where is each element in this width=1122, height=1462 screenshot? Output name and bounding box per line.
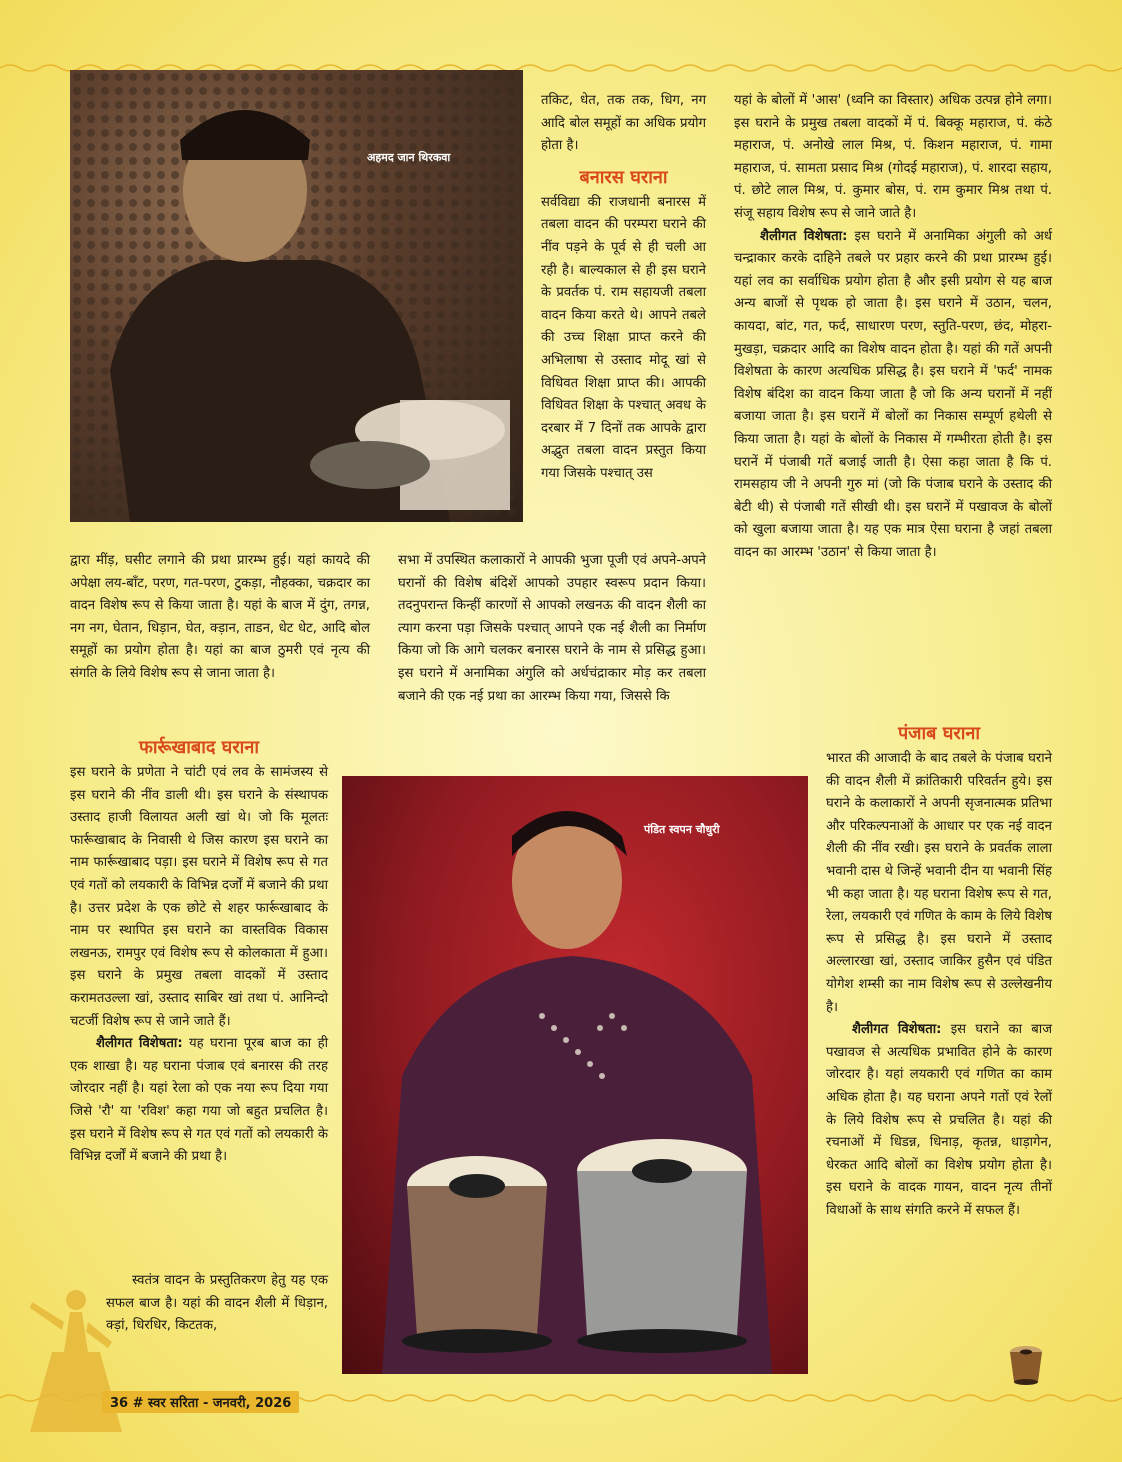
column-middle-bottom <box>398 550 706 708</box>
banaras-style-paragraph <box>734 226 1052 565</box>
photo-swapan-chaudhuri <box>342 776 808 1374</box>
banaras-paragraph: सर्वविद्या की राजधानी बनारस में तबला वादन की परम्परा घराने की नींव पड़ने के पूर्व से ही चली आ रही है। बाल्यकाल से ही इस घराने के प्रवर्तक पं. राम सहायजी तबला वादन किया करते थे। आपने तबले की उच्च शिक्षा प्राप्त करने की अभिलाषा से उस्ताद मोदू खां से विधिवत शिक्षा प्राप्त की। आपकी विधिवत शिक्षा के पश्चात् अवध के दरबार में 7 दिनों तक आपके द्वारा अद्भुत तबला वादन प्रस्तुत किया गया जिसके पश्चात् उस <box>541 194 706 481</box>
banaras-artists-paragraph: यहां के बोलों में 'आस' (ध्वनि का विस्तार) अधिक उत्पन्न होने लगा। इस घराने के प्रमुख तबला वादकों में पं. बिक्कू महाराज, पं. कंठे महाराज, पं. अनोखे लाल मिश्र, पं. किशन महाराज, पं. गामा महाराज, पं. सामता प्रसाद मिश्र (गोदई महाराज), पं. शारदा सहाय, पं. छोटे लाल मिश्र, पं. कुमार बोस, पं. राम कुमार मिश्र तथा पं. संजू सहाय विशेष रूप से जाने जाते है। <box>734 93 1052 221</box>
punjab-gharana-heading: पंजाब घराना <box>897 723 981 744</box>
farrukhabad-paragraph-3: स्वतंत्र वादन के प्रस्तुतिकरण हेतु यह एक सफल बाज है। यहां की वादन शैली में धिड़ान, क्ड़ां, धिरधिर, किटतक, <box>106 1273 328 1334</box>
farrukhabad-paragraph-2 <box>70 1033 328 1169</box>
photo1-caption: अहमद जान थिरकवा <box>367 151 451 164</box>
dancer-decoration-icon <box>12 1282 140 1442</box>
column-left-bottom <box>70 734 328 1169</box>
tabla-icon <box>1006 1344 1046 1386</box>
banaras-style-text: इस घराने में अनामिका अंगुली को अर्ध चन्द्राकार करके दाहिने तबले पर प्रहार करने की प्रथा प्रारम्भ हुई। यहां लव का सर्वाधिक प्रयोग होता है और इसी प्रयोग से यह बाज अन्य बाजों से पृथक हो जाता है। इस घराने में उठान, चलन, कायदा, बांट, गत, फर्द, साधारण परण, स्तुति-परण, छंद, मोहरा-मुखड़ा, चक्रदार आदि का विशेष वादन होता है। यहां की गतें अपनी विशेषता के कारण अत्यधिक प्रसिद्ध है। इस घराने में 'फर्द' नामक विशेष बंदिश का वादन किया जाता है जो कि अन्य घरानों में नहीं बजाया जाता है। इस घरानें में बोलों का निकास सम्पूर्ण हथेली से किया जाता है। यहां के बोलों के निकास में गम्भीरता होती है। इस घरानें में पंजाबी गतें बजाई जाती है। ऐसा कहा जाता है कि पं. रामसहाय जी ने अपनी गुरु मां (जो कि पंजाब घराने के उस्ताद की बेटी थी) से पंजाबी गतें सीखी थी। इस घरानें में पखावज के बोलों को खुला बजाया जाता है। यह एक मात्र ऐसा घराना है जहां तबला वादन का आरम्भ 'उठान' से किया जाता है। <box>734 228 1052 560</box>
banaras-continuation-text: सभा में उपस्थित कलाकारों ने आपकी भुजा पूजी एवं अपने-अपने घरानों की विशेष बंदिशें आपको उपहार स्वरूप प्रदान किया। तदनुपरान्त किन्हीं कारणों से आपको लखनऊ की वादन शैली का त्याग करना पड़ा जिसके पश्चात् आपने एक नई शैली का निर्माण किया जो कि आगे चलकर बनारस घराने के नाम से प्रसिद्ध हुआ। इस घराने में अनामिका अंगुलि को अर्धचंद्राकार मोड़ कर तबला बजाने की एक नई प्रथा का आरम्भ किया गया, जिससे कि <box>398 553 706 704</box>
style-feature-label: शैलीगत विशेषता: <box>852 1022 942 1038</box>
lucknow-continuation-text: द्वारा मींड़, घसीट लगाने की प्रथा प्रारम्भ हुई। यहां कायदे की अपेक्षा लय-बाँट, परण, गत-परण, टुकड़ा, नौहक्का, चक्रदार का वादन विशेष रूप से किया जाता है। यहां के बाज में दुंग, तगन्न, नग नग, घेतान, धिड़ान, घेत, क्ड़ान, ताडन, धेट धेट, आदि बोल समूहों का प्रयोग होता है। यहां का बाज ठुमरी एवं नृत्य की संगति के लिये विशेष रूप से जाना जाता है। <box>70 553 370 681</box>
style-feature-label: शैलीगत विशेषता: <box>96 1036 183 1052</box>
punjab-paragraph-2 <box>826 1019 1052 1222</box>
column-middle-top <box>541 90 706 486</box>
photo-ahmad-jan-thirakwa <box>70 70 523 522</box>
column-left-middle <box>70 550 370 686</box>
punjab-paragraph-1: भारत की आजादी के बाद तबले के पंजाब घराने की वादन शैली में क्रांतिकारी परिवर्तन हुये। इस घराने के कलाकारों ने अपनी सृजनात्मक प्रतिभा और परिकल्पनाओं के आधार पर एक नई वादन शैली की नींव रखी। इस घराने के प्रवर्तक लाला भवानी दास थे जिन्हें भवानी दीन या भवानी सिंह भी कहा जाता है। यह घराना विशेष रूप से गत, रेला, लयकारी एवं गणित के काम के लिये विशेष रूप से प्रसिद्ध है। इस घराने में उस्ताद अल्लारखा खां, उस्ताद जाकिर हुसैन एवं पंडित योगेश शम्सी का नाम विशेष रूप से उल्लेखनीय है। <box>826 751 1052 1015</box>
photo2-caption: पंडित स्वपन चौधुरी <box>644 823 720 836</box>
punjab-style-text: इस घराने का बाज पखावज से अत्यधिक प्रभावित होने के कारण जोरदार है। यहां लयकारी एवं गणित का काम अधिक होता है। यह घराना अपने गतों एवं रेलों के लिये विशेष रूप से प्रचलित है। यहां की रचनाओं में धिडन्न, धिनाड़, कृतन्न, धाड़ागेन, धेरकत आदि बोलों का विशेष प्रयोग होता है। इस घराने के वादक गायन, वादन नृत्य तीनों विधाओं के साथ संगति करने में सफल हैं। <box>826 1022 1052 1218</box>
photo-illustration-2 <box>342 776 808 1374</box>
column-right-top <box>734 90 1052 564</box>
banaras-gharana-heading: बनारस घराना <box>579 166 668 188</box>
farrukhabad-paragraph-1: इस घराने के प्रणेता ने चांटी एवं लव के सामंजस्य से इस घराने की नींव डाली थी। इस घराने के संस्थापक उस्ताद हाजी विलायत अली खां थे। जो कि मूलतः फार्रूखाबाद के निवासी थे जिस कारण इस घराने का नाम फार्रूखाबाद पड़ा। इस घराने में विशेष रूप से गत एवं गतों को लयकारी के विभिन्न दर्जों में बजाने की प्रथा है। उत्तर प्रदेश के एक छोटे से शहर फार्रूखाबाद के नाम पर स्थापित इस घराने का वास्तविक विकास लखनऊ, रामपुर एवं विशेष रूप से कोलकाता में हुआ। इस घराने के प्रमुख तबला वादकों में उस्ताद करामतउल्ला खां, उस्ताद साबिर खां तथा पं. आनिन्दो चटर्जी विशेष रूप से जाने जाते हैं। <box>70 765 328 1029</box>
farrukhabad-gharana-heading: फार्रूखाबाद घराना <box>139 737 259 758</box>
farrukhabad-style-text: यह घराना पूरब बाज का ही एक शाखा है। यह घराना पंजाब एवं बनारस की तरह जोरदार नहीं है। यहां रेला को एक नया रूप दिया गया जिसे 'रौ' या 'रविश' कहा गया जो बहुत प्रचलित है। इस घराने में विशेष रूप से गत एवं गतों को लयकारी के विभिन्न दर्जों में बजाने की प्रथा है। <box>70 1036 328 1165</box>
column-right-bottom <box>826 720 1052 1222</box>
photo-illustration <box>70 70 523 522</box>
banaras-intro-text: तकिट, धेत, तक तक, धिग, नग आदि बोल समूहों का अधिक प्रयोग होता है। <box>541 93 706 154</box>
page-footer: 36 # स्वर सरिता - जनवरी, 2026 <box>102 1391 299 1413</box>
style-feature-label: शैलीगत विशेषता: <box>760 228 848 244</box>
